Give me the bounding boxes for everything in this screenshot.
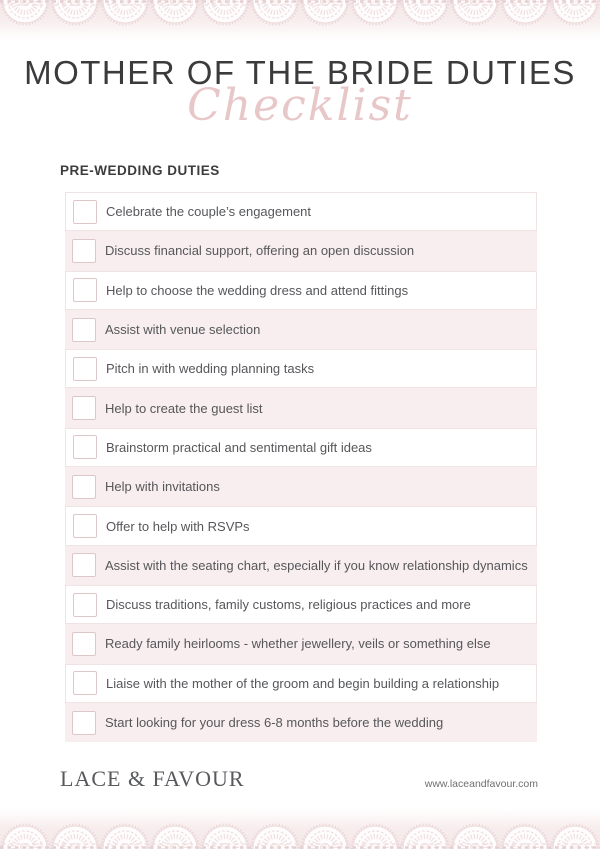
checkbox[interactable]: [72, 475, 96, 499]
checklist-row: [65, 192, 537, 231]
checkbox[interactable]: [72, 318, 96, 342]
script-subtitle: Checklist: [187, 80, 413, 131]
checkbox[interactable]: [72, 553, 96, 577]
checkbox[interactable]: [72, 239, 96, 263]
checkbox[interactable]: [72, 711, 96, 735]
checklist-item-label: Help with invitations: [105, 479, 220, 495]
checklist-row: [65, 310, 537, 349]
lace-border-top: [0, 0, 600, 40]
checkbox[interactable]: [73, 435, 97, 459]
checkbox[interactable]: [73, 200, 97, 224]
checklist-item-label: Liaise with the mother of the groom and begin building a relationship: [106, 675, 500, 691]
checklist-item-label: Pitch in with wedding planning tasks: [106, 361, 315, 377]
checklist-item-label: Brainstorm practical and sentimental gift ideas: [106, 439, 372, 455]
checklist-item-label: Discuss financial support, offering an open discussion: [105, 243, 415, 259]
checklist-row: [65, 388, 537, 427]
checklist: [65, 192, 537, 742]
checkbox[interactable]: [72, 632, 96, 656]
checklist-item-label: Help to choose the wedding dress and attend fittings: [106, 282, 409, 298]
checkbox[interactable]: [73, 514, 97, 538]
checklist-item-label: Assist with venue selection: [105, 322, 261, 338]
lace-border-bottom: [0, 809, 600, 849]
checklist-row: [65, 349, 537, 388]
checklist-item-label: Ready family heirlooms - whether jewellery, veils or something else: [105, 636, 491, 652]
checklist-item-label: Celebrate the couple’s engagement: [106, 204, 312, 220]
checklist-item-label: Offer to help with RSVPs: [106, 518, 250, 534]
checklist-item-label: Discuss traditions, family customs, religious practices and more: [106, 597, 471, 613]
section-heading: PRE-WEDDING DUTIES: [60, 163, 220, 178]
checklist-row: [65, 664, 537, 703]
page-title: MOTHER OF THE BRIDE DUTIES: [24, 54, 576, 91]
checklist-row: [65, 428, 537, 467]
website-url[interactable]: www.laceandfavour.com: [424, 778, 538, 790]
checklist-row: [65, 271, 537, 310]
checkbox[interactable]: [73, 278, 97, 302]
checklist-item-label: Help to create the guest list: [105, 400, 263, 416]
brand-logo: LACE & FAVOUR: [60, 766, 245, 791]
checklist-row: [65, 624, 537, 663]
checkbox[interactable]: [72, 396, 96, 420]
checklist-row: [65, 231, 537, 270]
checklist-row: [65, 585, 537, 624]
checklist-row: [65, 467, 537, 506]
checkbox[interactable]: [73, 671, 97, 695]
checkbox[interactable]: [73, 357, 97, 381]
checklist-row: [65, 703, 537, 742]
checklist-item-label: Start looking for your dress 6-8 months before the wedding: [105, 715, 444, 730]
checklist-item-label: Assist with the seating chart, especially if you know relationship dynamics: [105, 557, 528, 573]
checklist-row: [65, 546, 537, 585]
checklist-row: [65, 506, 537, 545]
checkbox[interactable]: [73, 593, 97, 617]
